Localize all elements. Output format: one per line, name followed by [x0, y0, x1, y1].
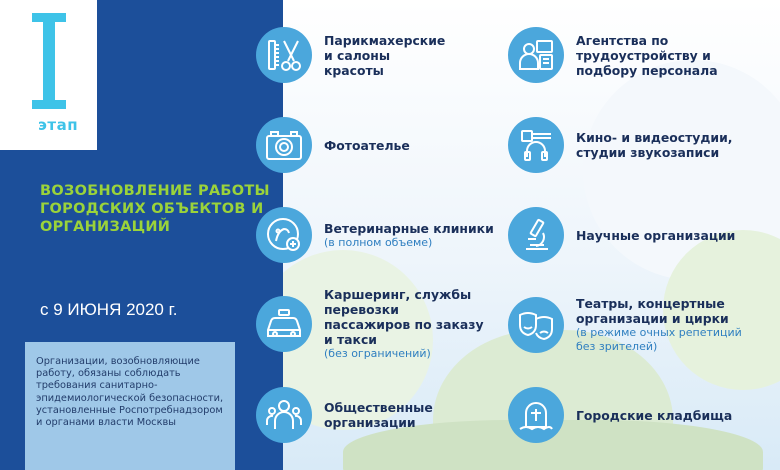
- item-text: [324, 138, 410, 153]
- item-cemeteries: [508, 387, 732, 443]
- item-text: [576, 296, 746, 354]
- microscope-icon: [516, 215, 556, 255]
- item-vet-clinics: [256, 207, 494, 263]
- item-text: [324, 287, 484, 361]
- recruitment-agency-icon: [516, 35, 556, 75]
- item-title: Фотоателье: [324, 137, 410, 153]
- left-panel: [0, 0, 283, 470]
- film-studio-headphones-icon: [516, 125, 556, 165]
- item-title: Каршеринг, службы перевозки пассажиров по заказу и такси: [324, 287, 484, 347]
- camera-icon: [264, 125, 304, 165]
- theatre-masks-icon: [516, 305, 556, 345]
- scissors-comb-icon: [264, 35, 304, 75]
- item-car-sharing: [256, 287, 484, 361]
- notice-box: [25, 342, 235, 470]
- cemetery-icon: [516, 395, 556, 435]
- icon-circle: [256, 117, 312, 173]
- roman-numeral-one-icon: [32, 13, 66, 109]
- item-text: [576, 408, 732, 423]
- icon-circle: [508, 27, 564, 83]
- item-subtitle: (в полном объеме): [324, 235, 433, 249]
- item-photo-studio: [256, 117, 410, 173]
- icon-circle: [256, 27, 312, 83]
- item-public-organizations: [256, 387, 444, 443]
- headline: ВОЗОБНОВЛЕНИЕ РАБОТЫ ГОРОДСКИХ ОБЪЕКТОВ И ОРГАНИЗАЦИЙ: [40, 183, 270, 235]
- item-text: [324, 221, 494, 250]
- car-sharing-icon: [264, 304, 304, 344]
- item-film-studios: [508, 117, 736, 173]
- icon-circle: [256, 296, 312, 352]
- item-theatres: [508, 296, 746, 354]
- vet-clinic-icon: [264, 215, 304, 255]
- item-science: [508, 207, 735, 263]
- stage-block: [0, 0, 97, 150]
- icon-circle: [508, 207, 564, 263]
- item-title: Научные организации: [576, 227, 736, 243]
- stage-label: этап: [38, 116, 79, 134]
- item-text: [576, 228, 735, 243]
- item-title: Театры, концертные организации и цирки: [576, 296, 729, 326]
- icon-circle: [256, 387, 312, 443]
- icon-circle: [508, 297, 564, 353]
- item-hairdressers: [256, 27, 454, 83]
- item-text: [324, 33, 454, 78]
- item-title: Кино- и видеостудии, студии звукозаписи: [576, 130, 733, 160]
- notice-text: Организации, возобновляющие работу, обязаны соблюдать требования санитарно-эпидемиологической безопасности, установленные Роспотребнадзором и органами власти Москвы: [36, 356, 224, 429]
- item-title: Агентства по трудоустройству и подбору персонала: [576, 32, 718, 78]
- public-organizations-icon: [264, 395, 304, 435]
- item-title: Городские кладбища: [576, 407, 733, 423]
- item-title: Общественные организации: [324, 400, 433, 430]
- item-text: [324, 400, 444, 430]
- item-subtitle: (в режиме очных репетиций без зрителей): [576, 326, 742, 353]
- item-text: [576, 33, 746, 78]
- item-text: [576, 130, 736, 160]
- item-recruitment: [508, 27, 746, 83]
- icon-circle: [508, 387, 564, 443]
- item-title: Парикмахерские и салоны красоты: [324, 32, 446, 78]
- item-subtitle: (без ограничений): [324, 347, 431, 360]
- icon-circle: [256, 207, 312, 263]
- item-title: Ветеринарные клиники: [324, 220, 494, 236]
- start-date: с 9 ИЮНЯ 2020 г.: [40, 300, 178, 319]
- stage-numeral: [0, 6, 97, 116]
- icon-circle: [508, 117, 564, 173]
